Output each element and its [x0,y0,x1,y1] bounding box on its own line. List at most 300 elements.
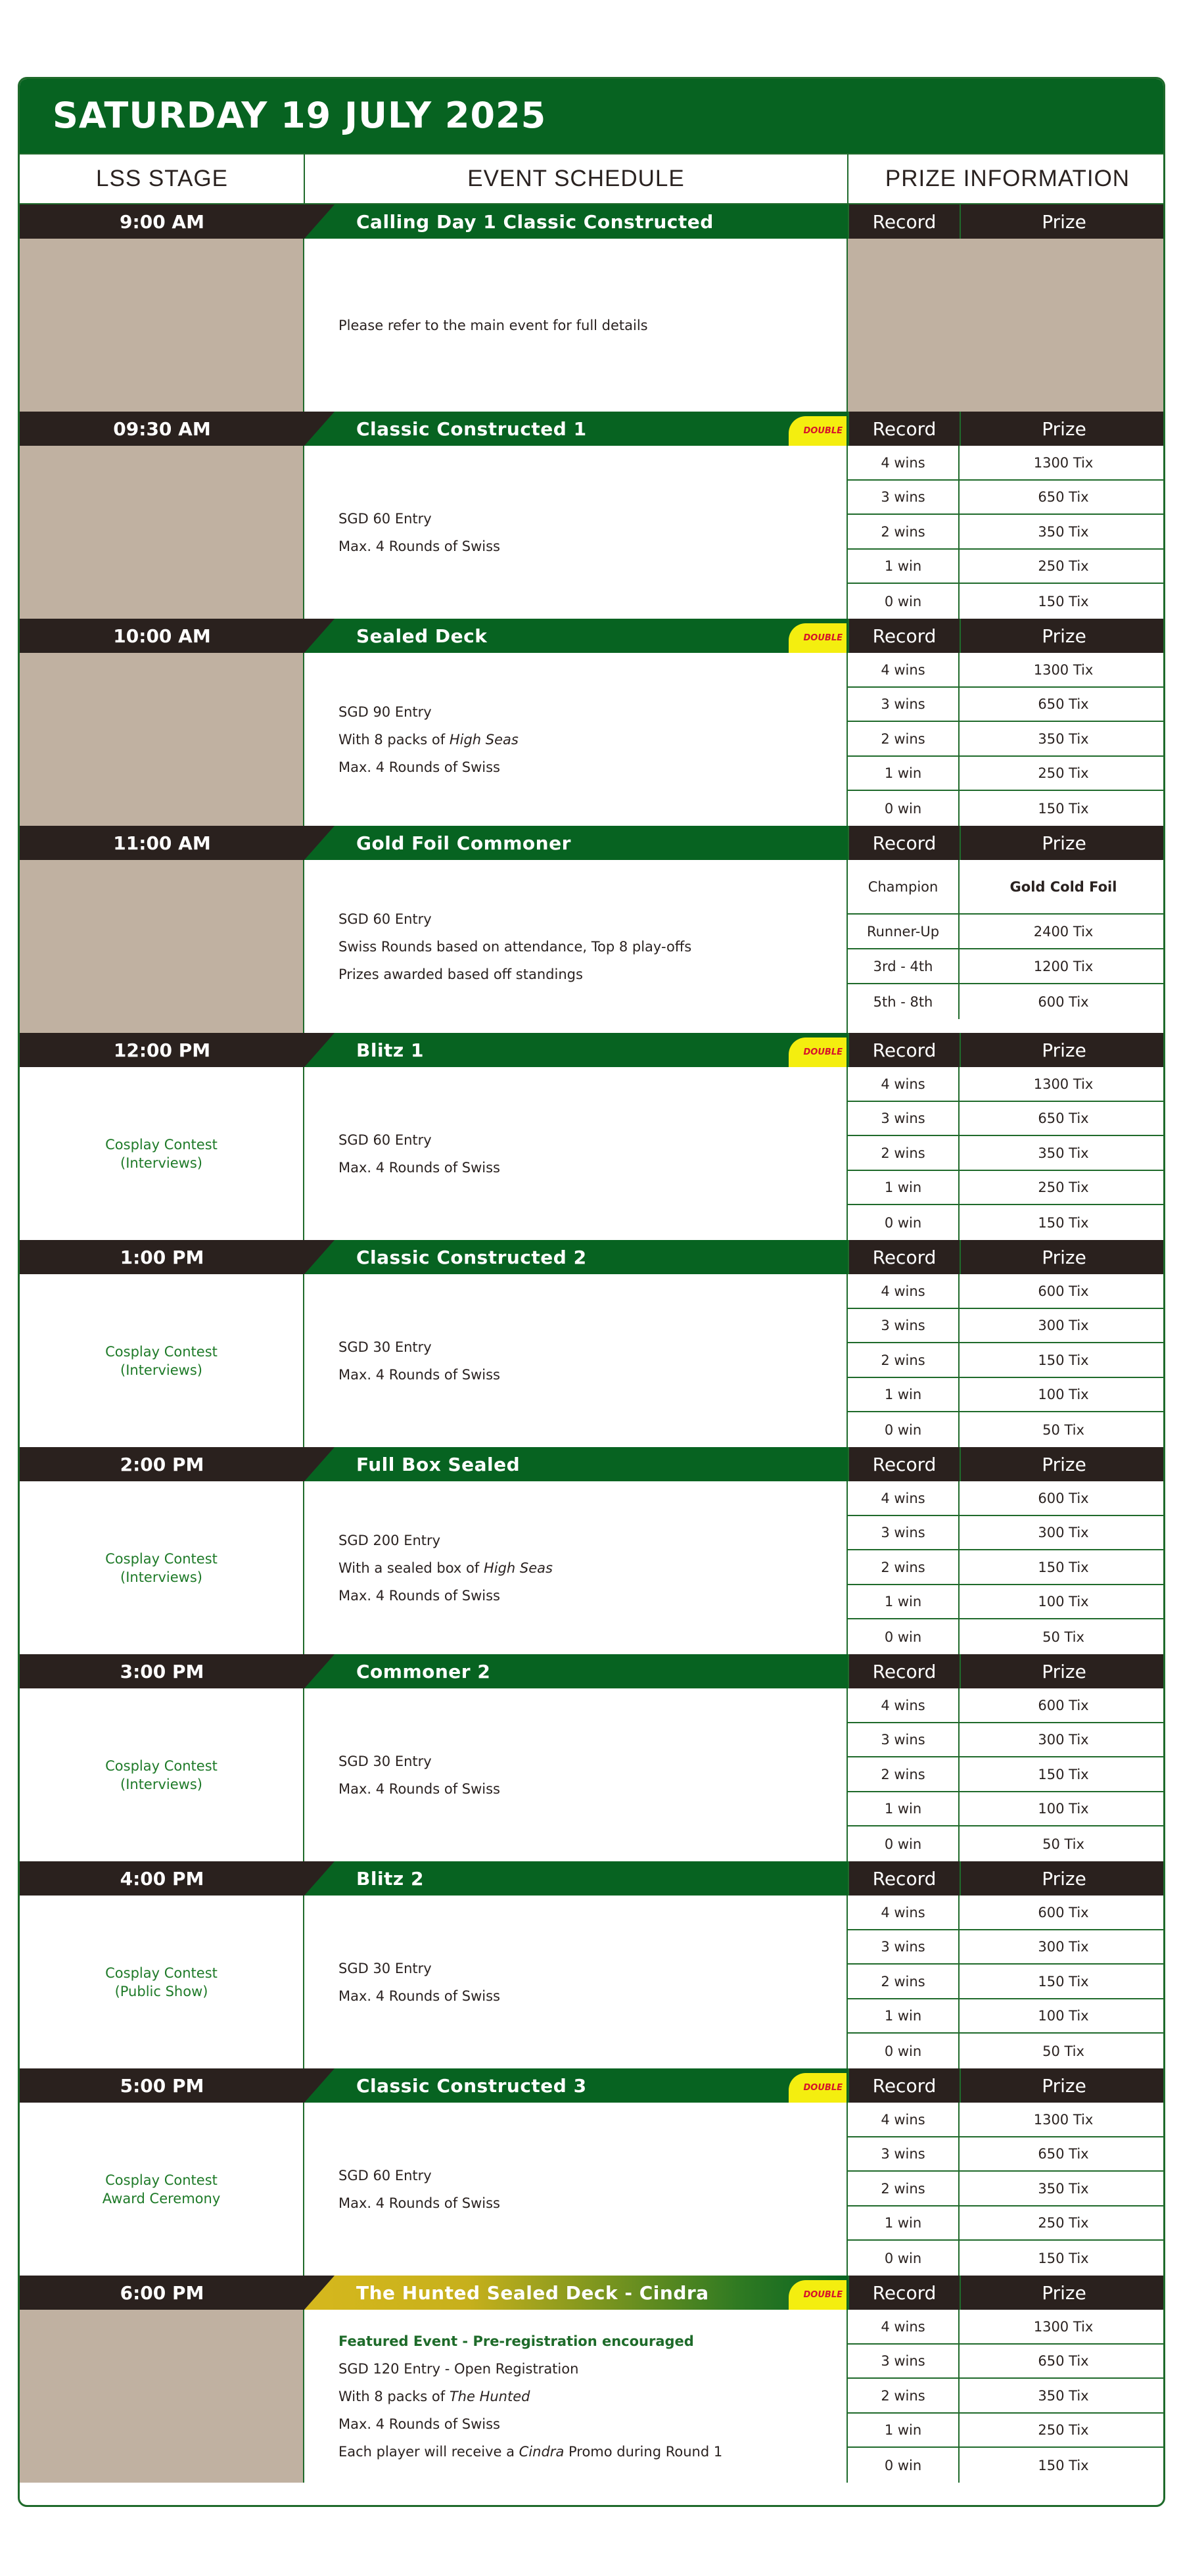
prize-row [848,653,1165,688]
stage-text: Cosplay Contest [105,1757,218,1774]
prize-value: 50 Tix [1042,1836,1084,1852]
prize-value: 1300 Tix [1033,1076,1094,1092]
event-details [304,1067,848,1240]
prize-row [848,1171,1165,1205]
record-value: 2 wins [848,2172,960,2205]
prize-value: 250 Tix [1038,1180,1089,1195]
record-value: 1 win [848,1792,960,1825]
prize-row [848,2448,1165,2483]
prize-header: Prize [960,1861,1165,1896]
prize-value: 50 Tix [1042,1629,1084,1645]
event-block [20,1654,1163,1861]
detail-line: SGD 60 Entry [338,510,432,527]
event-header [20,204,1163,239]
event-body [20,446,1163,619]
prize-value: 650 Tix [1038,2353,1089,2369]
record-value: 2 wins [848,722,960,755]
stage-image-placeholder [20,446,304,619]
record-value: 2 wins [848,1550,960,1584]
detail-line: Max. 4 Rounds of Swiss [338,1988,501,2004]
event-time: 9:00 AM [120,210,204,233]
event-block [20,826,1163,1033]
prize-value: 150 Tix [1038,2250,1089,2266]
detail-line: Max. 4 Rounds of Swiss [338,1587,501,1604]
prize-header: Prize [960,412,1165,446]
detail-line: With 8 packs of High Seas [338,731,519,748]
prize-header: Prize [960,204,1165,239]
schedule-sheet [18,77,1165,2507]
prize-value: 1300 Tix [1033,661,1094,678]
prize-value: Gold Cold Foil [1009,878,1117,895]
stage-image-placeholder [20,653,304,826]
record-value: Champion [848,860,960,913]
prize-row [848,2137,1165,2172]
double-badge: DOUBLE [789,2073,847,2103]
record-value: 3rd - 4th [848,949,960,983]
record-value: 3 wins [848,1723,960,1756]
event-name: Commoner 2 [356,1660,491,1682]
event-details [304,2103,848,2276]
prize-row [848,1688,1165,1723]
event-block [20,619,1163,826]
record-value: 3 wins [848,688,960,721]
record-value: 2 wins [848,2379,960,2412]
record-value: 3 wins [848,2137,960,2170]
event-time: 2:00 PM [120,1453,204,1475]
event-header [20,826,1163,860]
prize-value: 250 Tix [1038,765,1089,781]
stage-text: Cosplay Contest [105,1136,218,1153]
prize-row [848,1550,1165,1585]
double-badge: DOUBLE [789,1038,847,1067]
record-value: 3 wins [848,2345,960,2377]
prize-value: 300 Tix [1038,1939,1089,1955]
record-value: 2 wins [848,1965,960,1998]
record-value: 4 wins [848,1481,960,1515]
record-value: 1 win [848,2206,960,2239]
prize-row [848,791,1165,826]
prize-value: 300 Tix [1038,1318,1089,1333]
event-details [304,446,848,619]
prize-value: 150 Tix [1038,1766,1089,1782]
prize-table [848,653,1165,826]
event-name: Classic Constructed 3 [356,2074,587,2097]
event-header [20,1861,1163,1896]
event-block [20,1033,1163,1240]
event-time: 1:00 PM [120,1246,204,1268]
prize-header: Prize [960,1447,1165,1481]
stage-text: Cosplay Contest [105,2172,218,2188]
detail-line: Max. 4 Rounds of Swiss [338,538,501,554]
event-body [20,239,1163,412]
detail-line: Max. 4 Rounds of Swiss [338,1780,501,1797]
record-value: 0 win [848,1826,960,1861]
event-name: Calling Day 1 Classic Constructed [356,210,714,233]
event-name: Sealed Deck [356,625,488,647]
record-value: 3 wins [848,1930,960,1963]
record-value: 5th - 8th [848,984,960,1019]
page-title: SATURDAY 19 JULY 2025 [53,95,547,136]
prize-value: 50 Tix [1042,2043,1084,2059]
record-value: 2 wins [848,1343,960,1377]
event-header [20,2068,1163,2103]
prize-header: Prize [960,1654,1165,1688]
prize-value: 650 Tix [1038,1110,1089,1126]
prize-row [848,1102,1165,1136]
prize-row [848,1205,1165,1240]
prize-header: Prize [960,2276,1165,2310]
stage-text: Cosplay Contest [105,1965,218,1981]
prize-row [848,2310,1165,2345]
prize-table [848,1481,1165,1654]
prize-table [848,2310,1165,2483]
record-value: 4 wins [848,653,960,686]
detail-line: SGD 30 Entry [338,1339,432,1355]
prize-value: 150 Tix [1038,1559,1089,1575]
record-value: 1 win [848,1999,960,2032]
prize-table [848,1688,1165,1861]
prize-table [848,2103,1165,2276]
record-header: Record [848,412,960,446]
record-value: 3 wins [848,1516,960,1549]
prize-row [848,688,1165,722]
record-value: 1 win [848,757,960,790]
detail-line: SGD 60 Entry [338,1132,432,1148]
record-value: 0 win [848,1205,960,1240]
prize-row [848,446,1165,481]
record-value: 0 win [848,584,960,619]
stage-text: (Interviews) [120,1155,202,1171]
prize-row [848,949,1165,984]
record-value: 4 wins [848,446,960,479]
record-value: 2 wins [848,1757,960,1791]
prize-value: 100 Tix [1038,2008,1089,2024]
detail-line: SGD 60 Entry [338,2167,432,2183]
event-body [20,1274,1163,1447]
detail-line: Max. 4 Rounds of Swiss [338,759,501,775]
event-header [20,1033,1163,1067]
record-header: Record [848,2276,960,2310]
event-details [304,1896,848,2068]
detail-line: SGD 30 Entry [338,1753,432,1769]
prize-value: 1200 Tix [1033,958,1094,974]
prize-row [848,515,1165,550]
prize-row [848,1965,1165,1999]
stage-text: (Public Show) [114,1983,208,1999]
record-header: Record [848,1240,960,1274]
detail-line: Max. 4 Rounds of Swiss [338,2416,501,2432]
prize-row [848,757,1165,791]
prize-row [848,1067,1165,1102]
record-header: Record [848,1447,960,1481]
detail-line: SGD 60 Entry [338,911,432,927]
detail-line: Max. 4 Rounds of Swiss [338,2195,501,2211]
stage-text: Cosplay Contest [105,1343,218,1360]
event-header [20,412,1163,446]
prize-row [848,2103,1165,2137]
prize-row [848,481,1165,515]
prize-row [848,1930,1165,1965]
event-block [20,2068,1163,2276]
prize-value: 650 Tix [1038,2146,1089,2162]
event-details [304,1274,848,1447]
stage-image-placeholder [20,239,304,412]
prize-value: 250 Tix [1038,2422,1089,2438]
prize-row [848,1481,1165,1516]
double-badge: DOUBLE [789,2280,847,2310]
detail-line: SGD 200 Entry [338,1532,441,1548]
detail-line: SGD 90 Entry [338,704,432,720]
detail-line: Max. 4 Rounds of Swiss [338,1159,501,1176]
prize-row [848,584,1165,619]
record-header: Record [848,204,960,239]
event-block [20,2276,1163,2483]
stage-text: (Interviews) [120,1776,202,1792]
prize-row [848,2241,1165,2276]
prize-value: 350 Tix [1038,730,1089,747]
event-time: 5:00 PM [120,2074,204,2097]
prize-value: 150 Tix [1038,2457,1089,2473]
event-header [20,619,1163,653]
record-value: 4 wins [848,1274,960,1308]
event-body [20,653,1163,826]
record-header: Record [848,619,960,653]
event-block [20,204,1163,412]
event-block [20,412,1163,619]
stage-image-placeholder [20,860,304,1033]
prize-image-placeholder [848,239,1165,412]
event-time: 4:00 PM [120,1867,204,1890]
record-value: 0 win [848,1412,960,1447]
prize-value: 350 Tix [1038,2387,1089,2404]
double-badge: DOUBLE [789,416,847,446]
prize-value: 250 Tix [1038,558,1089,574]
detail-line: Max. 4 Rounds of Swiss [338,1366,501,1383]
event-details [304,2310,848,2483]
event-header [20,1240,1163,1274]
prize-value: 150 Tix [1038,800,1089,817]
event-body [20,1481,1163,1654]
prize-value: 300 Tix [1038,1525,1089,1540]
detail-line: SGD 120 Entry - Open Registration [338,2360,579,2377]
event-time: 10:00 AM [113,625,211,647]
record-value: 0 win [848,791,960,826]
event-body [20,860,1163,1033]
prize-row [848,1723,1165,1757]
stage-cell [20,1688,304,1861]
record-value: 0 win [848,2034,960,2068]
stage-text: (Interviews) [120,1569,202,1585]
record-value: 4 wins [848,2103,960,2136]
event-header [20,1654,1163,1688]
prize-value: 50 Tix [1042,1421,1084,1438]
stage-image-placeholder [20,2310,304,2483]
record-header: Record [848,1033,960,1067]
prize-row [848,1412,1165,1447]
record-value: 3 wins [848,1309,960,1342]
prize-table [848,1896,1165,2068]
prize-row [848,2414,1165,2448]
prize-value: 250 Tix [1038,2215,1089,2231]
event-name: Blitz 2 [356,1867,424,1890]
detail-line: Featured Event - Pre-registration encouraged [338,2333,694,2349]
event-block [20,1447,1163,1654]
prize-table [848,1274,1165,1447]
event-block [20,1240,1163,1447]
prize-value: 1300 Tix [1033,2318,1094,2335]
event-body [20,1896,1163,2068]
record-value: 1 win [848,1585,960,1618]
event-name: Blitz 1 [356,1039,424,1061]
record-value: 1 win [848,1171,960,1204]
detail-line: Please refer to the main event for full details [338,317,648,333]
record-header: Record [848,826,960,860]
event-header [20,1447,1163,1481]
event-block [20,1861,1163,2068]
event-body [20,2310,1163,2483]
event-body [20,2103,1163,2276]
event-name: Full Box Sealed [356,1453,521,1475]
detail-line: Prizes awarded based off standings [338,966,583,982]
record-value: 4 wins [848,1067,960,1101]
prize-row [848,1999,1165,2034]
stage-text: Award Ceremony [102,2190,221,2206]
prize-row [848,1309,1165,1343]
prize-value: 1300 Tix [1033,2111,1094,2128]
event-details [304,860,848,1033]
record-value: 1 win [848,550,960,583]
prize-value: 650 Tix [1038,489,1089,505]
record-value: 4 wins [848,1896,960,1929]
detail-line: With a sealed box of High Seas [338,1560,553,1576]
detail-line: Each player will receive a Cindra Promo during Round 1 [338,2443,723,2460]
event-details [304,239,848,412]
record-value: 1 win [848,1378,960,1411]
prize-row [848,1274,1165,1309]
event-body [20,1688,1163,1861]
record-value: 3 wins [848,1102,960,1135]
prize-value: 150 Tix [1038,593,1089,609]
prize-value: 150 Tix [1038,1214,1089,1231]
prize-row [848,1896,1165,1930]
prize-value: 100 Tix [1038,1387,1089,1402]
prize-value: 1300 Tix [1033,454,1094,471]
event-time: 6:00 PM [120,2281,204,2304]
detail-line: With 8 packs of The Hunted [338,2388,530,2404]
prize-table [848,1067,1165,1240]
event-details [304,1481,848,1654]
stage-cell [20,1067,304,1240]
prize-table [848,860,1165,1033]
prize-header: Prize [960,826,1165,860]
prize-value: 650 Tix [1038,696,1089,712]
prize-value: 2400 Tix [1033,923,1094,940]
prize-header: Prize [960,1240,1165,1274]
prize-value: 150 Tix [1038,1352,1089,1368]
detail-line: Swiss Rounds based on attendance, Top 8 play-offs [338,938,692,955]
prize-value: 150 Tix [1038,1973,1089,1990]
record-value: Runner-Up [848,915,960,948]
prize-row [848,1343,1165,1378]
prize-row [848,1136,1165,1171]
column-header-schedule: EVENT SCHEDULE [467,166,685,191]
prize-value: 300 Tix [1038,1732,1089,1748]
event-time: 3:00 PM [120,1660,204,1682]
stage-cell [20,1481,304,1654]
prize-header: Prize [960,1033,1165,1067]
record-value: 3 wins [848,481,960,513]
prize-header: Prize [960,619,1165,653]
event-time: 11:00 AM [113,832,211,854]
record-header: Record [848,1861,960,1896]
stage-cell [20,1896,304,2068]
event-name: The Hunted Sealed Deck - Cindra [356,2281,709,2304]
double-badge: DOUBLE [789,623,847,653]
column-header-stage: LSS STAGE [96,166,228,191]
prize-row [848,1826,1165,1861]
prize-row [848,1516,1165,1550]
event-name: Classic Constructed 2 [356,1246,587,1268]
stage-cell [20,1274,304,1447]
prize-value: 350 Tix [1038,523,1089,540]
prize-row [848,2379,1165,2414]
prize-value: 600 Tix [1038,1697,1089,1713]
event-header [20,2276,1163,2310]
event-name: Classic Constructed 1 [356,417,587,440]
prize-row [848,1757,1165,1792]
prize-value: 100 Tix [1038,1801,1089,1817]
prize-row [848,915,1165,949]
prize-row [848,2345,1165,2379]
prize-row [848,1792,1165,1826]
event-time: 12:00 PM [113,1039,211,1061]
prize-row [848,860,1165,915]
event-details [304,1688,848,1861]
detail-line: SGD 30 Entry [338,1960,432,1976]
column-headers [20,153,1163,204]
prize-row [848,1619,1165,1654]
prize-row [848,984,1165,1019]
record-value: 2 wins [848,515,960,548]
stage-cell [20,2103,304,2276]
record-value: 4 wins [848,1688,960,1722]
prize-value: 100 Tix [1038,1594,1089,1610]
event-name: Gold Foil Commoner [356,832,571,854]
record-header: Record [848,2068,960,2103]
column-header-prize: PRIZE INFORMATION [885,166,1130,191]
prize-row [848,2206,1165,2241]
event-body [20,1067,1163,1240]
prize-row [848,2172,1165,2206]
prize-value: 350 Tix [1038,1145,1089,1161]
record-value: 4 wins [848,2310,960,2343]
record-value: 0 win [848,2448,960,2483]
prize-row [848,550,1165,584]
prize-table [848,446,1165,619]
prize-row [848,1585,1165,1619]
prize-value: 600 Tix [1038,1904,1089,1920]
prize-value: 600 Tix [1038,1283,1089,1299]
prize-row [848,1378,1165,1412]
prize-row [848,722,1165,757]
record-header: Record [848,1654,960,1688]
prize-row [848,2034,1165,2068]
event-details [304,653,848,826]
prize-value: 350 Tix [1038,2180,1089,2197]
stage-text: (Interviews) [120,1362,202,1378]
title-bar [20,79,1163,153]
record-value: 2 wins [848,1136,960,1170]
